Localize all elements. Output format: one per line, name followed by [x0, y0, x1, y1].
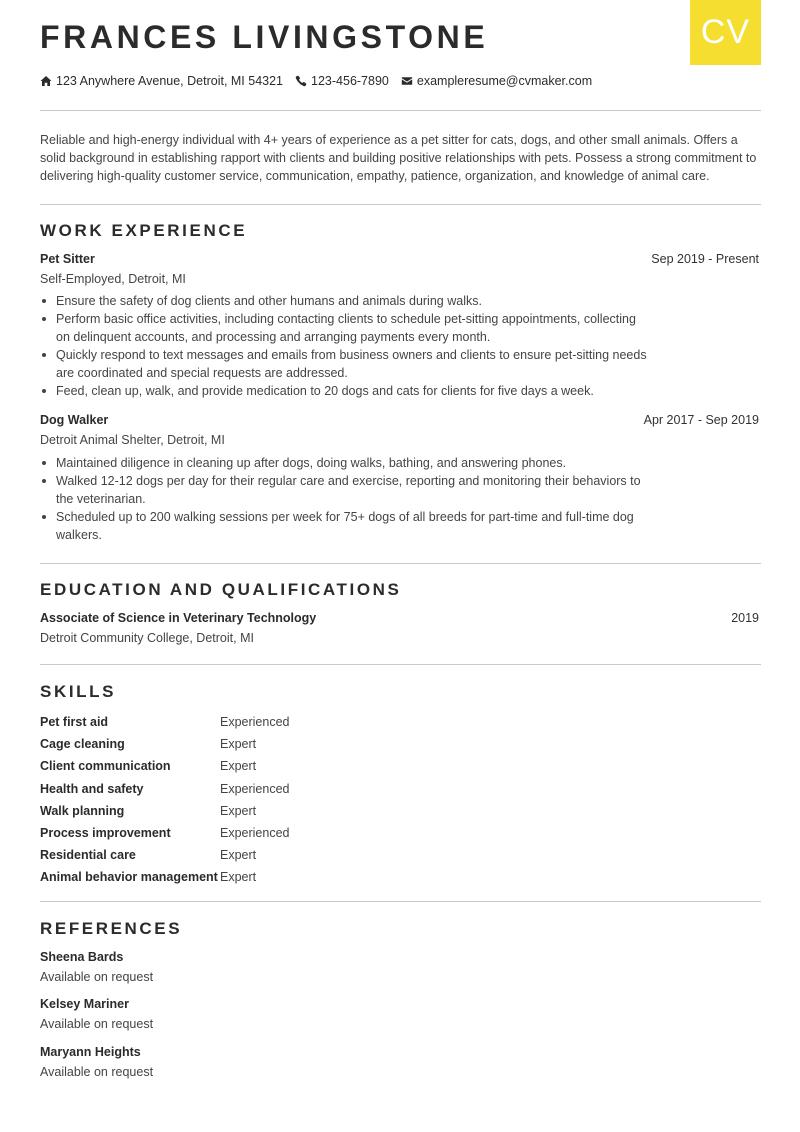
job-bullets: [40, 454, 650, 544]
divider: [40, 664, 761, 665]
education-heading: EDUCATION AND QUALIFICATIONS: [40, 580, 402, 599]
work-experience-heading: WORK EXPERIENCE: [40, 221, 248, 240]
job-title: Dog Walker: [40, 413, 109, 427]
skill-name: Animal behavior management: [40, 870, 218, 885]
phone-text: 123-456-7890: [311, 74, 389, 88]
skill-level: Experienced: [220, 781, 290, 796]
references-heading: REFERENCES: [40, 919, 183, 938]
skill-level: Expert: [220, 803, 257, 818]
bullet-item: Scheduled up to 200 walking sessions per week for 75+ dogs of all breeds for part-time and full-time dog walkers.: [40, 508, 650, 544]
skill-level: Expert: [220, 737, 257, 752]
profile-summary: Reliable and high-energy individual with 4+ years of experience as a pet sitter for cats, dogs, and other small animals. Offers a solid background in establishing rapport with clients and building positive relationships with pets. Possess a strong commitment to delivering high-quality customer service, communication, empathy, patience, organization, and knowledge of animal care.: [40, 133, 757, 184]
skill-level: Experienced: [220, 715, 290, 730]
home-icon: [40, 75, 52, 87]
bullet-item: Quickly respond to text messages and emails from business owners and clients to ensure pet-sitting needs are coordinated and special requests are addressed.: [40, 346, 650, 382]
skill-name: Process improvement: [40, 826, 171, 841]
skill-row: [40, 778, 290, 800]
phone-item: [295, 74, 389, 88]
job-date: Apr 2017 - Sep 2019: [643, 413, 759, 427]
skill-name: Walk planning: [40, 803, 125, 818]
skill-row: [40, 800, 290, 822]
job-title: Pet Sitter: [40, 252, 95, 266]
reference-name: Kelsey Mariner: [40, 997, 129, 1011]
bullet-item: Walked 12-12 dogs per day for their regular care and exercise, reporting and monitoring their behaviors to the veterinarian.: [40, 472, 650, 508]
reference-name: Sheena Bards: [40, 950, 124, 964]
job-employer: Detroit Animal Shelter, Detroit, MI: [40, 433, 225, 447]
school-name: Detroit Community College, Detroit, MI: [40, 631, 254, 645]
phone-icon: [295, 75, 307, 87]
job-employer: Self-Employed, Detroit, MI: [40, 272, 186, 286]
candidate-name: FRANCES LIVINGSTONE: [40, 19, 489, 55]
skill-row: [40, 844, 290, 866]
bullet-item: Ensure the safety of dog clients and other humans and animals during walks.: [40, 292, 650, 310]
skill-name: Residential care: [40, 848, 136, 863]
skill-level: Expert: [220, 870, 257, 885]
skill-name: Cage cleaning: [40, 737, 125, 752]
skill-row: [40, 822, 290, 844]
contact-bar: [40, 73, 604, 89]
email-item: [401, 74, 592, 88]
skill-row: [40, 733, 290, 755]
skill-row: [40, 866, 290, 888]
bullet-item: Maintained diligence in cleaning up after dogs, doing walks, bathing, and answering phones.: [40, 454, 650, 472]
bullet-item: Feed, clean up, walk, and provide medication to 20 dogs and cats for clients for five days a week.: [40, 382, 650, 400]
job-date: Sep 2019 - Present: [651, 252, 759, 266]
envelope-icon: [401, 75, 413, 87]
skills-table: [40, 711, 290, 889]
skill-name: Health and safety: [40, 781, 144, 796]
skill-name: Client communication: [40, 759, 171, 774]
address-item: [40, 74, 283, 88]
job-bullets: [40, 292, 650, 401]
skill-name: Pet first aid: [40, 715, 109, 730]
skill-level: Experienced: [220, 826, 290, 841]
reference-name: Maryann Heights: [40, 1045, 141, 1059]
degree-title: Associate of Science in Veterinary Technology: [40, 611, 317, 625]
divider: [40, 110, 761, 111]
reference-note: Available on request: [40, 1065, 154, 1079]
skill-row: [40, 711, 290, 733]
divider: [40, 563, 761, 564]
email-text: exampleresume@cvmaker.com: [416, 74, 593, 88]
divider: [40, 901, 761, 902]
graduation-year: 2019: [731, 611, 759, 625]
address-text: 123 Anywhere Avenue, Detroit, MI 54321: [56, 74, 284, 88]
cv-badge: CV: [690, 0, 761, 65]
reference-note: Available on request: [40, 970, 154, 984]
reference-note: Available on request: [40, 1017, 154, 1031]
skill-level: Expert: [220, 759, 257, 774]
bullet-item: Perform basic office activities, including contacting clients to schedule pet-sitting appointments, collecting on delinquent accounts, and processing and arranging payments every month.: [40, 310, 650, 346]
skills-heading: SKILLS: [40, 682, 117, 701]
skill-row: [40, 755, 290, 777]
skill-level: Expert: [220, 848, 257, 863]
divider: [40, 204, 761, 205]
